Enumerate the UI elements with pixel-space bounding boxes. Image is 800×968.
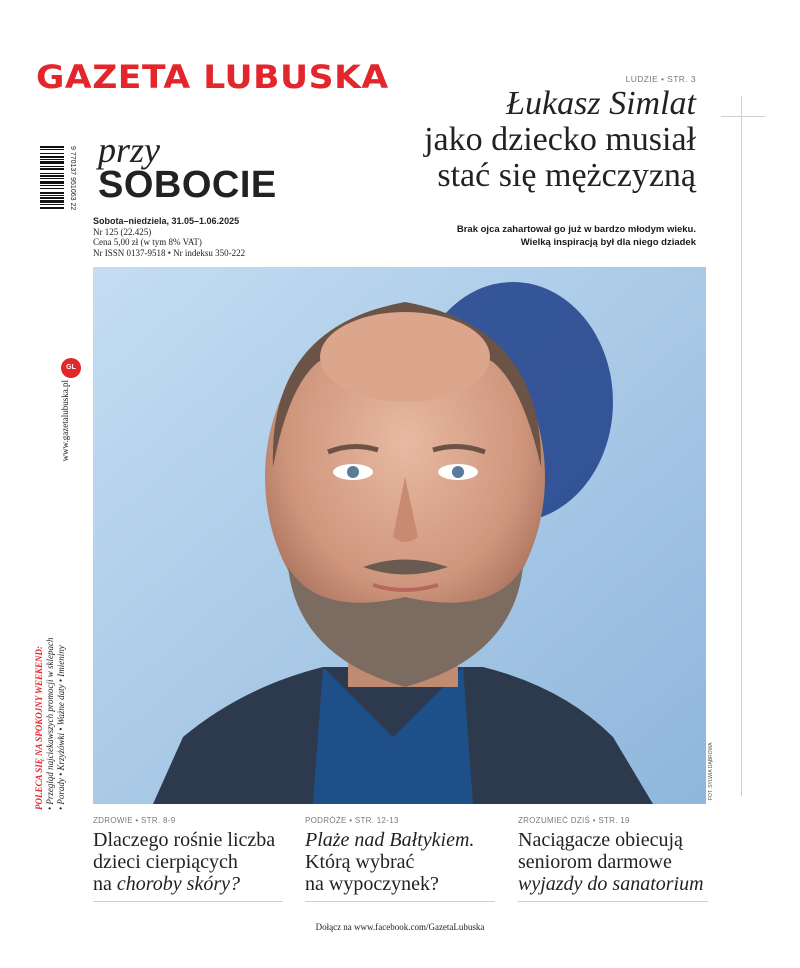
barcode-bar [40,185,64,186]
weekend-promo-line-1: • Przegląd najciekawszych promocji w sklepach [45,637,55,810]
photo-credit: FOT. SYLWIA DĄBROWA [708,742,714,800]
cover-story-lead [457,223,696,249]
teaser-headline-line-3: wyjazdy do sanatorium [518,873,704,895]
barcode-bar [40,161,64,164]
teaser-page: STR. 8-9 [141,816,176,825]
issue-issn: Nr ISSN 0137-9518 • Nr indeksu 350-222 [93,247,246,258]
barcode-bar [40,181,64,184]
teaser-headline-line-2: dzieci cierpiących [93,851,238,873]
teaser-headline-line-3: na wypoczynek? [305,873,439,895]
teaser-headline [305,829,495,895]
weekend-promo [34,632,78,810]
gl-logo-icon: GL [61,358,81,378]
teaser-rule [93,901,283,902]
cover-story-kicker: LUDZIE • STR. 3 [625,74,696,84]
teaser-page: STR. 12-13 [354,816,399,825]
teaser-headline [93,829,283,895]
barcode-bar [40,166,64,167]
crop-mark-vertical [741,96,742,796]
barcode-bar [40,153,64,154]
teaser-kicker: ZROZUMIEĆ DZIŚ • STR. 19 [518,816,630,825]
barcode-bars [40,146,64,209]
barcode-bar [40,188,64,189]
barcode-bar [40,192,64,194]
issue-info [93,216,245,258]
cover-story-name: Łukasz Simlat [506,85,696,122]
supplement-title-sobocie: SOBOCIE [98,164,277,206]
supplement-title-przy: przy [98,130,160,170]
issue-number: Nr 125 (22.425) [93,226,152,237]
teaser-section: ZROZUMIEĆ DZIŚ [518,816,591,825]
barcode-bar [40,156,64,158]
barcode-bar [40,149,64,150]
barcode-bar [40,159,64,160]
barcode-digits: 9 770137 951063 22 [69,146,76,211]
forehead [320,312,490,402]
teaser-section: PODRÓŻE [305,816,347,825]
teaser-understand-today[interactable] [518,816,708,902]
teaser-kicker: PODRÓŻE • STR. 12-13 [305,816,399,825]
cover-photo [93,267,706,804]
teaser-headline-line-2: Którą wybrać [305,851,415,873]
barcode-bar [40,175,64,177]
barcode [40,144,74,258]
teaser-headline-line-1: Plaże nad Bałtykiem. [305,829,475,851]
masthead-logo[interactable]: GAZETA LUBUSKA [36,58,389,96]
teaser-headline-line-1: Dlaczego rośnie liczba [93,829,276,851]
issue-date: Sobota–niedziela, 31.05–1.06.2025 [93,216,240,226]
weekend-promo-heading: POLECA SIĘ NA SPOKOJNY WEEKEND: [34,645,44,810]
weekend-promo-line-2: • Porady • Krzyżówki • Ważne daty • Imieniny [56,645,66,810]
website-url-text: www.gazetalubuska.pl [60,380,70,462]
cover-story-page: STR. 3 [667,74,696,84]
facebook-footer[interactable]: Dołącz na www.facebook.com/GazetaLubuska [315,922,485,932]
teaser-rule [518,901,708,902]
barcode-bar [40,146,64,148]
teaser-headline-line-2: seniorom darmowe [518,851,672,873]
teaser-page: STR. 19 [598,816,630,825]
cover-story-title-line-2: stać się mężczyzną [437,157,696,194]
teaser-headline-line-1: Naciągacze obiecują [518,829,683,851]
barcode-bar [40,168,64,170]
cover-story-headline[interactable] [424,74,696,194]
barcode-bar [40,197,64,199]
cover-story-section: LUDZIE [625,74,659,84]
teaser-headline-line-3: na choroby skóry? [93,873,241,895]
barcode-bar [40,173,64,174]
barcode-bar [40,204,64,205]
barcode-bar [40,178,64,179]
cover-story-lead-line-1: Brak ojca zahartował go już w bardzo młodym wieku. [456,224,696,235]
crop-mark-horizontal [721,116,765,117]
teaser-headline [518,829,708,895]
teaser-travel[interactable] [305,816,495,902]
cover-story-title-line-1: jako dziecko musiał [424,121,696,158]
teaser-kicker: ZDROWIE • STR. 8-9 [93,816,176,825]
teaser-section: ZDROWIE [93,816,133,825]
teaser-rule [305,901,495,902]
portrait-illustration [93,267,706,804]
barcode-bar [40,200,64,203]
barcode-bar [40,195,64,196]
cover-story-lead-line-2: Wielką inspiracją był dla niego dziadek [520,237,696,248]
issue-price: Cena 5,00 zł (w tym 8% VAT) [93,237,202,247]
barcode-bar [40,207,64,209]
teaser-health[interactable] [93,816,283,902]
